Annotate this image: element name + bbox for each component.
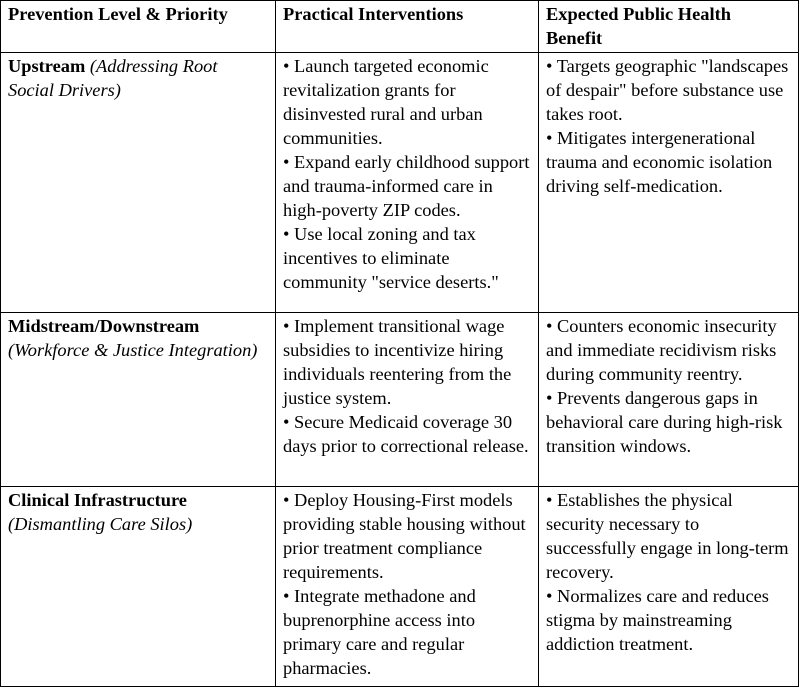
interventions-cell [276,313,539,487]
table-row [1,313,799,487]
intervention-item: • Deploy Housing-First models providing stable housing without prior treatment compliance requirements. [283,490,526,582]
level-name: Midstream/Downstream [8,316,200,336]
level-subtitle: (Workforce & Justice Integration) [8,340,258,360]
benefit-item: • Normalizes care and reduces stigma by mainstreaming addiction treatment. [546,586,769,654]
intervention-item: • Expand early childhood support and trauma-informed care in high-poverty ZIP codes. [283,152,530,220]
intervention-item: • Implement transitional wage subsidies to incentivize hiring individuals reentering from the justice system. [283,316,512,408]
level-name: Upstream [8,56,86,76]
level-subtitle: (Dismantling Care Silos) [8,514,193,534]
header-expected-benefit: Expected Public Health Benefit [539,1,799,53]
benefits-cell [539,53,799,313]
level-name: Clinical Infrastructure [8,490,187,510]
interventions-cell [276,487,539,687]
table-row [1,487,799,687]
intervention-item: • Use local zoning and tax incentives to eliminate community "service deserts." [283,224,499,292]
prevention-level-cell [1,487,276,687]
benefits-cell [539,487,799,687]
benefit-item: • Counters economic insecurity and immediate recidivism risks during community reentry. [546,316,777,384]
intervention-item: • Secure Medicaid coverage 30 days prior to correctional release. [283,412,529,456]
level-subtitle: (Addressing Root Social Drivers) [8,56,218,100]
prevention-level-cell [1,313,276,487]
prevention-level-cell [1,53,276,313]
benefit-item: • Targets geographic "landscapes of despair" before substance use takes root. [546,56,789,124]
intervention-item: • Integrate methadone and buprenorphine access into primary care and regular pharmacies. [283,586,476,678]
benefit-item: • Mitigates intergenerational trauma and economic isolation driving self-medication. [546,128,773,196]
interventions-cell [276,53,539,313]
header-row [1,1,799,53]
benefit-item: • Prevents dangerous gaps in behavioral care during high-risk transition windows. [546,388,783,456]
header-practical-interventions: Practical Interventions [276,1,539,53]
header-prevention-level: Prevention Level & Priority [1,1,276,53]
benefits-cell [539,313,799,487]
benefit-item: • Establishes the physical security necessary to successfully engage in long-term recovery. [546,490,789,582]
intervention-item: • Launch targeted economic revitalization grants for disinvested rural and urban communities. [283,56,489,148]
table-row [1,53,799,313]
